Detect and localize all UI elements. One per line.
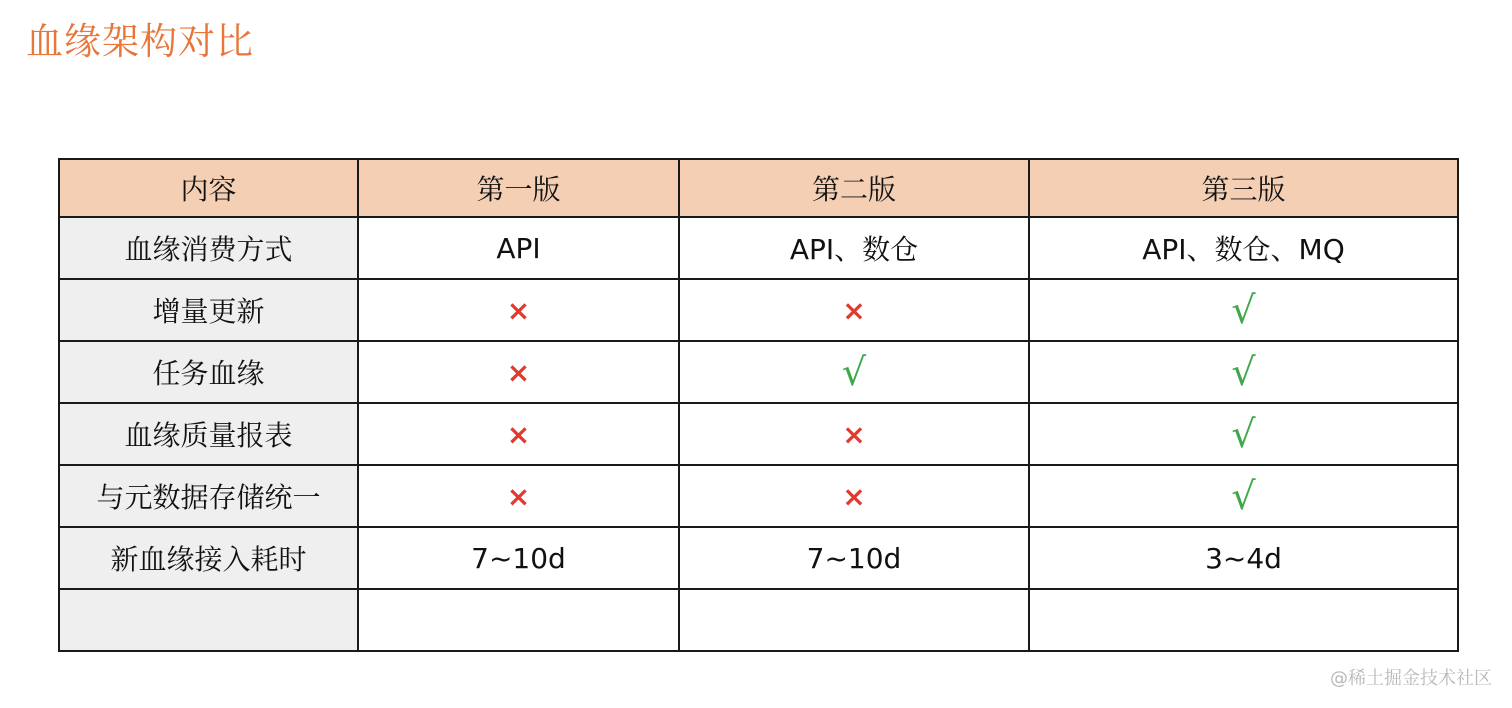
cell-v2 bbox=[679, 589, 1029, 651]
header-cell-v2: 第二版 bbox=[679, 159, 1029, 217]
cross-icon: × bbox=[506, 293, 531, 327]
cell-v3 bbox=[1029, 279, 1458, 341]
cell-v1 bbox=[358, 527, 679, 589]
cross-icon: × bbox=[506, 355, 531, 389]
check-icon: √ bbox=[1231, 287, 1256, 332]
cell-text: 3~4d bbox=[1205, 541, 1282, 575]
row-label-cell: 任务血缘 bbox=[59, 341, 358, 403]
cross-icon: × bbox=[842, 293, 866, 327]
header-cell-v1: 第一版 bbox=[358, 159, 679, 217]
cross-icon: × bbox=[842, 479, 866, 513]
cell-v3 bbox=[1029, 403, 1458, 465]
cross-icon: × bbox=[506, 417, 531, 451]
check-icon: √ bbox=[1231, 473, 1256, 518]
table-header-row bbox=[59, 159, 1458, 217]
cell-v2 bbox=[679, 465, 1029, 527]
page-title: 血缘架构对比 bbox=[26, 20, 254, 63]
cell-v2 bbox=[679, 279, 1029, 341]
cell-v3 bbox=[1029, 341, 1458, 403]
cell-v3 bbox=[1029, 589, 1458, 651]
table-row bbox=[59, 341, 1458, 403]
row-label-cell: 新血缘接入耗时 bbox=[59, 527, 358, 589]
row-label-cell: 血缘消费方式 bbox=[59, 217, 358, 279]
table-row bbox=[59, 527, 1458, 589]
cell-text: 7~10d bbox=[806, 541, 902, 575]
row-label-cell bbox=[59, 589, 358, 651]
cell-v3 bbox=[1029, 217, 1458, 279]
cell-v1 bbox=[358, 589, 679, 651]
cell-v2 bbox=[679, 341, 1029, 403]
row-label-cell: 血缘质量报表 bbox=[59, 403, 358, 465]
cell-v1 bbox=[358, 217, 679, 279]
cell-v1 bbox=[358, 279, 679, 341]
cross-icon: × bbox=[506, 479, 531, 513]
header-cell-v3: 第三版 bbox=[1029, 159, 1458, 217]
cell-v3 bbox=[1029, 527, 1458, 589]
table-row bbox=[59, 279, 1458, 341]
cell-v1 bbox=[358, 403, 679, 465]
cell-text: API、数仓、MQ bbox=[1142, 233, 1345, 266]
cross-icon: × bbox=[842, 417, 866, 451]
cell-v2 bbox=[679, 527, 1029, 589]
cell-v1 bbox=[358, 341, 679, 403]
row-label-cell: 与元数据存储统一 bbox=[59, 465, 358, 527]
table-row bbox=[59, 217, 1458, 279]
cell-text: API、数仓 bbox=[789, 233, 919, 266]
row-label-cell: 增量更新 bbox=[59, 279, 358, 341]
comparison-table bbox=[58, 158, 1459, 652]
cell-text: 7~10d bbox=[471, 541, 566, 575]
table-row bbox=[59, 403, 1458, 465]
table-row bbox=[59, 465, 1458, 527]
cell-v3 bbox=[1029, 465, 1458, 527]
cell-v2 bbox=[679, 403, 1029, 465]
check-icon: √ bbox=[1231, 349, 1256, 394]
check-icon: √ bbox=[1231, 411, 1256, 456]
table-row bbox=[59, 589, 1458, 651]
cell-v2 bbox=[679, 217, 1029, 279]
header-cell-content: 内容 bbox=[59, 159, 358, 217]
cell-text: API bbox=[496, 231, 541, 265]
check-icon: √ bbox=[841, 349, 867, 394]
cell-v1 bbox=[358, 465, 679, 527]
watermark: @稀土掘金技术社区 bbox=[1330, 668, 1492, 689]
